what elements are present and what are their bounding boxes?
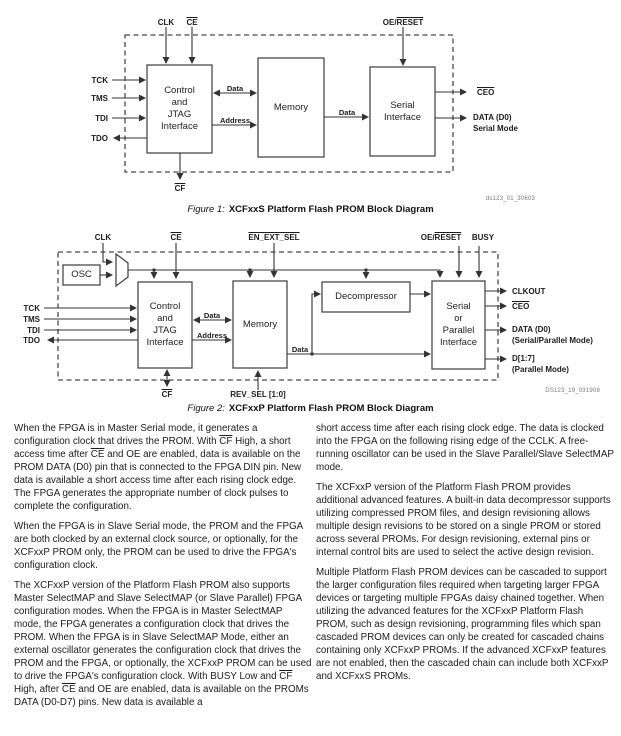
body-text-column-right: [316, 422, 614, 690]
fig1-tdo-label: TDO: [91, 134, 108, 143]
fig1-memory-data-label: Data: [338, 108, 356, 117]
paragraph: [316, 422, 614, 474]
fig2-rev-sel-label: REV_SEL [1:0]: [230, 390, 286, 399]
fig2-ce-label: [161, 233, 191, 242]
fig2-cf-text: $\overline{CF}$: [161, 390, 173, 399]
fig2-d17-label: D[1:7]: [512, 354, 535, 363]
fig2-ceo-label: [512, 302, 529, 311]
text-segment: and OE are enabled, data is available on the PROMs DATA (D0-D7) pins. New data is available a: [14, 684, 309, 708]
fig2-data-d0-mode-label: (Serial/Parallel Mode): [512, 336, 593, 345]
junction-dot: [249, 269, 252, 272]
fig2-tdi-label: TDI: [27, 326, 40, 335]
fig2-d17-mode-label: (Parallel Mode): [512, 365, 569, 374]
fig2-oe-text: OE/: [420, 233, 435, 242]
fig1-data-d0-label: DATA (D0): [473, 113, 512, 122]
text-segment: High, after: [14, 684, 62, 695]
paragraph: [14, 579, 312, 709]
fig1-reset-text: RESET: [396, 18, 424, 27]
fig2-control-jtag-label: Control and JTAG Interface: [146, 301, 184, 348]
paragraph: [316, 566, 614, 683]
fig2-memory-label: Memory: [242, 318, 278, 330]
fig2-address-bus-label: Address: [196, 331, 227, 340]
overlined-signal-name: $\overline{CE}$: [61, 684, 76, 695]
fig1-oe-reset-label: [363, 18, 443, 27]
figure2-caption: [0, 403, 621, 414]
text-segment: When the FPGA is in Slave Serial mode, the PROM and the FPGA are both clocked by an external clock source, or optionally, for the XCFxxP PROM only, the PROM can be used to drive the FPGA's configuration clock.: [14, 521, 303, 571]
fig1-oe-text: OE/: [382, 18, 397, 27]
fig2-memory-data-label: Data: [291, 345, 309, 354]
fig2-reset-text: RESET: [434, 233, 462, 242]
fig1-data-bus-label: Data: [226, 84, 244, 93]
fig1-tms-label: TMS: [91, 94, 108, 103]
fig2-tck-label: TCK: [23, 304, 40, 313]
fig2-clkout-label: CLKOUT: [512, 287, 546, 296]
paragraph: [14, 422, 312, 513]
paragraph: [316, 481, 614, 559]
text-segment: Multiple Platform Flash PROM devices can be cascaded to support the larger configuration files required when targeting larger FPGA devices or targeting multiple FPGAs daisy chained together. When utilizing the advanced features for the XCFxxP Platform Flash PROM, such as design revisioning, programming files which span cascaded PROM devices can only be created for cascaded chains containing only XCFxxP PROMs. If the advanced XCFxxP features are not enabled, then the cascaded chain can include both XCFxxP and XCFxxS PROMs.: [316, 567, 609, 682]
fig1-control-jtag-label: Control and JTAG Interface: [161, 85, 198, 132]
fig1-tdi-label: TDI: [95, 114, 108, 123]
figure2-caption-label: Figure 2:: [187, 403, 225, 414]
fig1-clk-label: CLK: [157, 18, 175, 27]
fig2-serial-parallel-label: Serial or Parallel Interface: [440, 301, 477, 348]
fig2-image-tag: DS123_19_031908: [545, 388, 600, 394]
fig1-cf-text: $\overline{CF}$: [174, 184, 186, 193]
paragraph: [14, 520, 312, 572]
fig1-image-tag: ds123_01_30603: [485, 196, 535, 202]
body-text-column-left: [14, 422, 312, 716]
fig2-data-bus-label: Data: [203, 311, 221, 320]
figure1-caption-title: XCFxxS Platform Flash PROM Block Diagram: [228, 204, 434, 215]
figure1-caption: [0, 204, 621, 215]
fig2-clk-label: CLK: [94, 233, 112, 242]
fig2-tms-label: TMS: [23, 315, 40, 324]
text-segment: The XCFxxP version of the Platform Flash PROM also supports Master SelectMAP and Slave SelectMAP (or Slave Parallel) FPGA configuration modes. When the FPGA is in Master SelectMAP mode, the FPGA generates a configuration clock that drives the PROM. When the FPGA is in Slave SelectMAP Mode, either an external oscillator generates the configuration clock that drives the PROM and the FPGA, or optionally, the XCFxxP PROM can be used to drive the FPGA's configuration clock. With BUSY Low and: [14, 580, 312, 682]
fig1-serial-mode-label: Serial Mode: [473, 124, 518, 133]
junction-dot: [153, 269, 156, 272]
fig1-memory-label: Memory: [273, 101, 309, 113]
text-segment: High, a short access time after: [14, 436, 291, 460]
fig2-en-ext-sel-label: [234, 233, 314, 242]
text-segment: short access time after each rising clock edge. The data is clocked into the FPGA on the following rising edge of the CCLK. A free-running oscillator can be used in the Slave Parallel/Slave SelectMAP mode.: [316, 423, 614, 473]
fig1-address-bus-label: Address: [219, 116, 250, 125]
fig2-ceo-text: $\overline{CEO}$: [512, 302, 530, 311]
fig2-tdo-label: TDO: [23, 336, 40, 345]
fig2-osc-label: OSC: [71, 269, 92, 280]
fig1-serial-interface-label: Serial Interface: [384, 99, 421, 123]
fig2-ce-text: $\overline{CE}$: [170, 233, 182, 242]
text-segment: The XCFxxP version of the Platform Flash PROM provides additional advanced features. A built-in data decompressor supports utilizing compressed PROM files, and design revisioning allows multiple design revisions to be stored on a single PROM or stored across several PROMs. For design revisioning, external pins or internal control bits are used to select the active design revision.: [316, 482, 611, 558]
figure2-caption-title: XCFxxP Platform Flash PROM Block Diagram: [228, 403, 434, 414]
junction-dot: [365, 269, 368, 272]
fig2-busy-label: BUSY: [471, 233, 495, 242]
text-segment: and OE are enabled, data is available on the PROM DATA (D0) pin that is connected to the FPGA DIN pin. New data is available a short access time after each rising clock edge. The FPGA generates the appropriate number of clock pulses to complete the configuration.: [14, 449, 302, 512]
fig2-cf-label: [155, 390, 179, 399]
figure1-caption-label: Figure 1:: [187, 204, 225, 215]
overlined-signal-name: $\overline{CF}$: [279, 671, 293, 682]
text-segment: When the FPGA is in Master Serial mode, it generates a configuration clock that drives the PROM. With: [14, 423, 258, 447]
fig2-clock-bus-wire: [128, 270, 440, 277]
overlined-signal-name: $\overline{CE}$: [90, 449, 105, 460]
fig2-en-ext-sel-text: EN_EXT_SEL: [248, 233, 300, 242]
fig1-ce-label: [177, 18, 207, 27]
fig2-decompressor-label: Decompressor: [335, 291, 397, 302]
fig2-clock-mux: [116, 254, 128, 286]
fig1-tck-label: TCK: [91, 76, 108, 85]
fig2-data-d0-label: DATA (D0): [512, 325, 551, 334]
fig1-ceo-label: [477, 88, 494, 97]
fig1-cf-label: [168, 184, 192, 193]
fig1-ce-text: $\overline{CE}$: [186, 18, 198, 27]
fig1-ceo-text: $\overline{CEO}$: [477, 88, 495, 97]
overlined-signal-name: $\overline{CF}$: [219, 436, 233, 447]
